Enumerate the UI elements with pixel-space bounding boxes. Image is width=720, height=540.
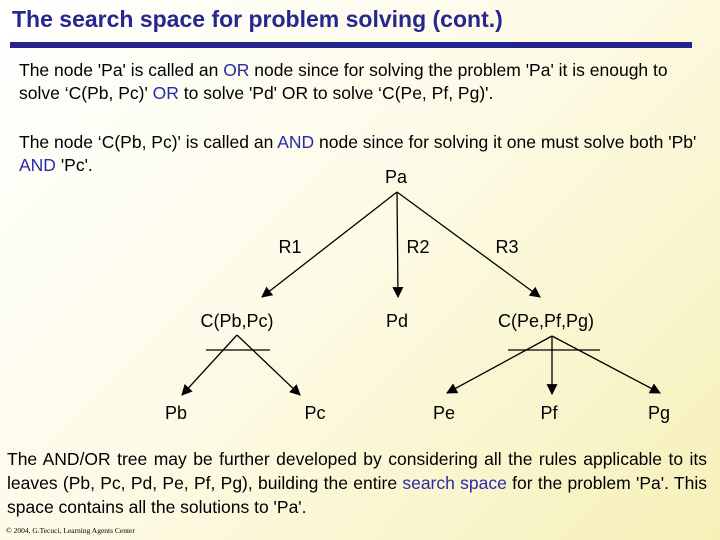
- node-root: Pa: [384, 167, 408, 187]
- leaf-node: Pg: [647, 403, 671, 423]
- keyword-search-space: search space: [402, 473, 507, 493]
- edge-c2-pg: [552, 336, 660, 393]
- rule-label: R3: [495, 237, 519, 257]
- leaf-node: Pe: [432, 403, 456, 423]
- leaf-node: Pc: [304, 403, 326, 423]
- rule-label: R2: [406, 237, 430, 257]
- text-run: The AND/OR tree may be further developed by considering all the rules applicable to its leaves (Pb, Pc, Pd, Pe, Pf, Pg), building the entire: [7, 449, 707, 493]
- text-run: node since for solving the problem 'Pa' it is enough to solve ‘C(Pb, Pc)': [19, 60, 668, 103]
- edge-pa-c1: [262, 192, 397, 297]
- keyword-or: OR: [223, 60, 250, 80]
- text-run: for the problem 'Pa'. This space contains all the solutions to 'Pa'.: [7, 473, 707, 517]
- slide-title: The search space for problem solving (cont.): [12, 6, 503, 32]
- rule-label: R1: [278, 237, 302, 257]
- text-run: node since for solving it one must solve both 'Pb': [314, 132, 697, 152]
- keyword-or: OR: [152, 83, 179, 103]
- leaf-node: Pf: [540, 403, 558, 423]
- or-node-paragraph: [19, 59, 699, 105]
- edge-c2-pe: [447, 336, 552, 393]
- title-underline: [10, 42, 692, 48]
- node-pd: Pd: [385, 311, 409, 331]
- edge-pa-pd: [397, 192, 398, 297]
- edge-c1-pc: [237, 335, 300, 395]
- copyright-footer: © 2004, G.Tecuci, Learning Agents Center: [6, 526, 135, 535]
- tree-development-paragraph: [7, 447, 707, 519]
- leaf-node: Pb: [164, 403, 188, 423]
- and-node-paragraph: [19, 131, 699, 177]
- text-run: The node ‘C(Pb, Pc)' is called an: [19, 132, 278, 152]
- text-run: to solve 'Pd' OR to solve ‘C(Pe, Pf, Pg)'.: [178, 83, 494, 103]
- keyword-and: AND: [19, 155, 56, 175]
- keyword-and: AND: [277, 132, 315, 152]
- edge-pa-c2: [397, 192, 540, 297]
- text-run: The node 'Pa' is called an: [19, 60, 224, 80]
- text-run: 'Pc'.: [55, 155, 93, 175]
- node-and-1: C(Pb,Pc): [200, 311, 274, 331]
- node-and-2: C(Pe,Pf,Pg): [497, 311, 595, 331]
- edge-c1-pb: [182, 335, 237, 395]
